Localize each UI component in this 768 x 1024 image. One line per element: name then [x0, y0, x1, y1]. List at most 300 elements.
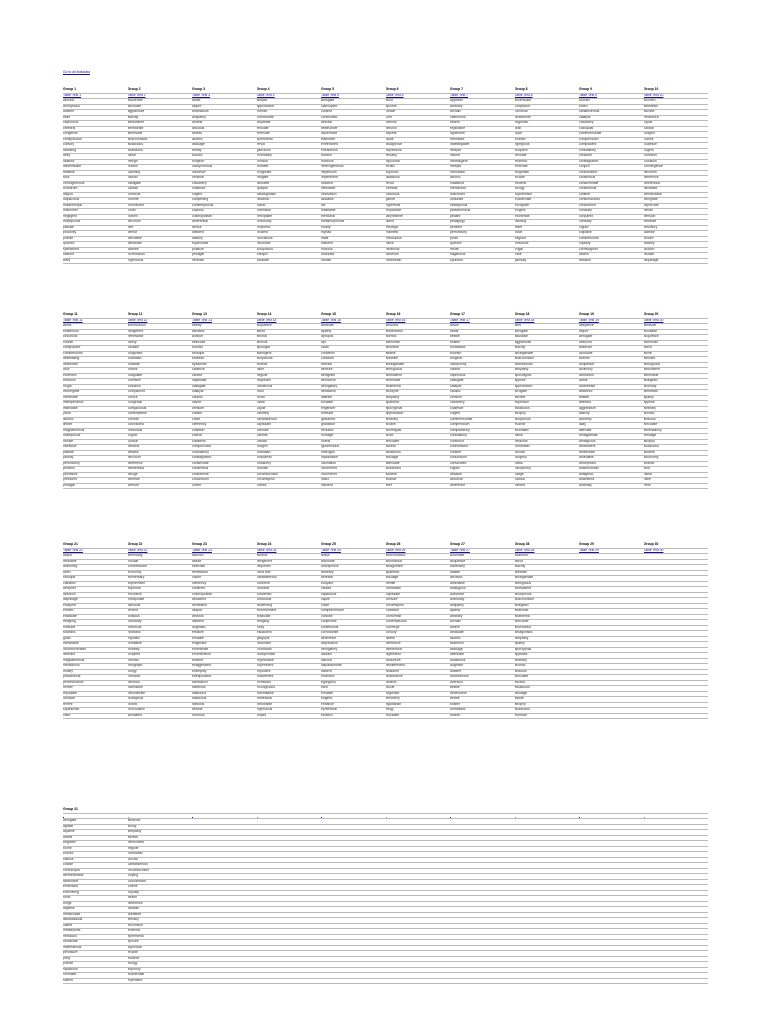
- word-item: accolade: [643, 328, 658, 333]
- word-item: impertinent: [256, 663, 274, 667]
- word-item: intrepid: [450, 164, 462, 168]
- word-item: articulate: [385, 438, 400, 443]
- group-table-link[interactable]: Table Test 13: [192, 317, 212, 322]
- word-item: ephemeral: [127, 933, 144, 938]
- word-item: belie: [63, 114, 71, 119]
- word-item: inclination: [321, 460, 337, 465]
- word-item: incipient: [127, 652, 140, 656]
- word-item: disparage: [63, 597, 78, 601]
- word-item: decipher: [63, 586, 77, 590]
- word-item: recondite: [256, 241, 271, 245]
- word-item: credulity: [579, 219, 592, 223]
- word-item: erratic: [385, 164, 395, 168]
- word-item: endemic: [127, 928, 141, 932]
- word-item: catalyst: [192, 389, 204, 393]
- word-item: misanthropic: [63, 202, 83, 207]
- group-table-link[interactable]: Table Test 8: [514, 92, 533, 97]
- word-item: parsimonious: [450, 208, 471, 212]
- word-item: deride: [643, 208, 653, 212]
- word-item: eccentric: [63, 372, 77, 377]
- word-item: cavort: [192, 400, 202, 404]
- word-item: derogatory: [321, 646, 338, 651]
- word-item: contrite: [127, 197, 139, 201]
- word-item: bellicose: [192, 339, 206, 344]
- word-item: epicure: [127, 939, 139, 943]
- word-item: augment: [450, 663, 464, 667]
- group-table-link[interactable]: Table Test 18: [514, 317, 535, 322]
- word-item: derision: [643, 213, 656, 218]
- word-item: heuristic: [321, 427, 334, 432]
- word-item: alleviate: [579, 427, 592, 432]
- word-item: anomaly: [643, 383, 657, 388]
- word-item: didactic: [127, 906, 139, 910]
- word-item: construe: [127, 191, 141, 196]
- word-item: abrogate: [63, 818, 77, 822]
- word-item: adroit: [643, 345, 652, 349]
- word-item: belligerent: [127, 328, 144, 333]
- row-rule: [63, 840, 708, 841]
- word-item: euphoric: [385, 169, 399, 174]
- group-table-link[interactable]: Table Test 26: [385, 547, 406, 552]
- word-item: exemplify: [192, 668, 207, 673]
- row-rule: [63, 950, 708, 951]
- word-item: apathy: [514, 641, 525, 645]
- word-item: prophetic: [256, 224, 271, 229]
- word-item: incoherent: [321, 466, 337, 470]
- group-table-link[interactable]: Table Test 7: [450, 92, 469, 97]
- word-item: eradicate: [256, 613, 271, 618]
- group-table-link[interactable]: Table Test 11: [63, 317, 83, 322]
- word-item: eradicate: [63, 613, 77, 618]
- word-item: arrogate: [514, 389, 528, 393]
- word-item: chicanery: [256, 460, 272, 465]
- group-header: Group 7: [450, 87, 463, 91]
- word-item: appease: [450, 98, 464, 102]
- word-item: censure: [192, 175, 205, 179]
- row-rule: [63, 422, 708, 423]
- word-item: lax: [321, 202, 326, 207]
- word-item: parody: [63, 455, 74, 459]
- word-item: adumbrate: [579, 383, 596, 388]
- word-item: abeyance: [579, 323, 594, 327]
- word-item: spurious: [450, 257, 463, 262]
- word-item: nadir: [321, 235, 329, 240]
- word-item: metamorphosis: [321, 219, 345, 223]
- word-item: chicanery: [192, 180, 207, 185]
- word-item: amicable: [63, 558, 77, 563]
- row-rule: [63, 131, 708, 132]
- word-item: culpable: [579, 230, 592, 234]
- group-table-link[interactable]: Table Test 6: [385, 92, 404, 97]
- word-item: banal: [450, 328, 459, 333]
- word-item: intrepid: [450, 147, 462, 152]
- word-item: destitute: [643, 219, 657, 223]
- word-item: caustic: [643, 125, 655, 130]
- word-item: connoisseur: [579, 169, 598, 174]
- word-item: credulous: [127, 427, 143, 432]
- word-item: fictitious: [192, 701, 205, 706]
- word-item: disparage: [643, 257, 659, 262]
- word-item: cleave: [385, 109, 396, 113]
- word-item: liturgy: [127, 668, 137, 673]
- word-item: conundrum: [192, 477, 209, 481]
- row-rule: [63, 384, 708, 385]
- word-item: archaic: [643, 411, 655, 415]
- word-item: conformist: [385, 613, 402, 618]
- word-item: corpulent: [579, 213, 593, 218]
- group-table-link[interactable]: Table Test 23: [192, 547, 212, 552]
- word-item: censure: [385, 597, 398, 601]
- word-item: frugal: [514, 246, 523, 251]
- word-item: economy: [127, 569, 142, 574]
- word-item: cadence: [192, 367, 205, 371]
- word-item: elementary: [127, 575, 145, 579]
- row-rule: [63, 181, 708, 182]
- group-header: Group 2: [127, 87, 141, 91]
- group-table-link[interactable]: Table Test 14: [256, 317, 277, 322]
- group-table-link[interactable]: Table Test 21: [63, 547, 83, 552]
- word-item: cumbersome: [127, 564, 148, 568]
- group-table-link[interactable]: Table Test 3: [192, 92, 211, 97]
- word-item: apocalyptic: [514, 372, 532, 377]
- group-header: Group 1: [63, 87, 76, 91]
- word-item: inevitable: [321, 186, 336, 190]
- word-item: bombastic: [385, 586, 401, 590]
- word-item: diminutive: [63, 878, 79, 883]
- word-item: deluge: [127, 471, 138, 476]
- word-item: fringe: [63, 900, 72, 905]
- word-item: discernible: [321, 131, 338, 135]
- word-item: cacophony: [514, 466, 531, 470]
- word-item: coalesce: [643, 142, 657, 146]
- word-item: collateral: [192, 438, 206, 443]
- word-item: loathe: [63, 922, 73, 927]
- word-item: deference: [450, 482, 466, 487]
- word-item: banal: [514, 433, 523, 437]
- word-item: boisterous: [256, 383, 273, 388]
- word-item: ascribe: [514, 394, 526, 399]
- word-item: cantankerous: [256, 416, 277, 421]
- word-item: disapprove: [385, 142, 403, 146]
- word-item: arbitrary: [450, 103, 463, 108]
- word-item: proclivity: [63, 230, 77, 234]
- word-item: borne: [63, 845, 72, 850]
- word-item: encomium: [127, 922, 144, 927]
- word-item: sagacious: [450, 252, 466, 256]
- word-item: arbitrary: [321, 569, 334, 574]
- word-item: frivolous: [63, 378, 76, 382]
- word-item: avarice: [256, 361, 268, 366]
- group-table-link[interactable]: Table Test 4: [256, 92, 275, 97]
- word-item: defunct: [385, 125, 397, 130]
- word-item: denigrate: [321, 372, 336, 377]
- word-item: cantankerous: [127, 862, 148, 866]
- group-header: Group 25: [321, 542, 336, 546]
- word-item: callous: [63, 856, 74, 861]
- word-item: contentious: [579, 186, 597, 190]
- group-table-link[interactable]: Table Test 22: [127, 547, 148, 552]
- row-rule: [63, 395, 708, 396]
- word-item: tranquil: [256, 252, 268, 256]
- word-item: abjure: [579, 328, 589, 333]
- word-item: adroit: [579, 378, 588, 382]
- word-item: astute: [192, 558, 202, 563]
- row-rule: [63, 934, 708, 935]
- word-item: impeccable: [256, 657, 274, 662]
- word-item: naive: [385, 241, 394, 245]
- word-item: magnanimous: [63, 657, 85, 662]
- word-item: endemic: [514, 158, 528, 163]
- row-rule: [63, 197, 708, 198]
- word-item: apologist: [256, 345, 271, 349]
- word-item: bucolic: [127, 856, 139, 861]
- word-item: nefarious: [385, 246, 400, 251]
- word-item: apocryphal: [385, 405, 403, 410]
- word-item: chagrin: [256, 444, 268, 448]
- word-item: benefactor: [127, 334, 144, 338]
- word-item: antithesis: [643, 103, 658, 108]
- word-item: homogeneous: [63, 180, 85, 185]
- row-rule: [63, 98, 708, 99]
- word-item: chide: [321, 602, 330, 607]
- row-rule: [63, 917, 708, 918]
- word-item: endorsement: [256, 608, 277, 612]
- word-item: bombastic: [450, 707, 466, 711]
- word-item: immaculate: [63, 911, 81, 916]
- word-item: ruminate: [63, 972, 77, 976]
- word-item: autonomous: [450, 674, 469, 678]
- word-item: apropos: [321, 334, 334, 338]
- group-table-link[interactable]: Table Test 16: [385, 317, 406, 322]
- row-rule: [63, 373, 708, 374]
- group-table-link[interactable]: Table Test 29: [579, 547, 599, 552]
- word-item: alleviate: [514, 569, 527, 574]
- word-item: intransigent: [450, 158, 468, 163]
- row-rule: [63, 835, 708, 836]
- word-item: circumlocution: [256, 471, 279, 476]
- word-item: circumlocution: [127, 867, 150, 872]
- word-item: inevitable: [450, 136, 465, 141]
- word-item: acrimonious: [127, 323, 146, 327]
- row-rule: [63, 247, 708, 248]
- word-item: enumerate: [192, 646, 209, 651]
- row-rule: [63, 928, 708, 929]
- word-item: coddle: [63, 862, 73, 866]
- word-item: desiccate: [127, 241, 142, 245]
- word-item: myriad: [321, 230, 332, 234]
- group-header: Group 19: [579, 312, 594, 316]
- word-item: audacious: [450, 657, 466, 662]
- word-item: eloquent: [514, 147, 528, 152]
- word-item: concede: [256, 586, 270, 590]
- word-item: coalesce: [192, 186, 206, 190]
- word-item: chicanery: [579, 120, 594, 124]
- word-item: fervor: [385, 180, 395, 185]
- word-item: fortuitous: [385, 191, 400, 196]
- word-item: candid: [127, 175, 138, 179]
- group-header: Group 26: [385, 542, 401, 546]
- word-item: credulous: [256, 597, 272, 601]
- word-item: condemn: [321, 350, 335, 355]
- row-rule: [63, 978, 708, 979]
- group-table-link[interactable]: Table Test 19: [579, 317, 599, 322]
- word-item: advocate: [321, 558, 335, 563]
- word-item: profundity: [256, 219, 272, 223]
- word-item: dearth: [579, 252, 589, 256]
- word-item: alacrity: [514, 564, 526, 568]
- word-item: laconic: [450, 175, 461, 179]
- word-item: abstemious: [385, 328, 403, 333]
- word-item: enumeration: [192, 652, 211, 656]
- group-table-link[interactable]: Table Test 17: [450, 317, 470, 322]
- row-rule: [63, 159, 708, 160]
- row-rule: [63, 967, 708, 968]
- row-rule: [63, 329, 708, 330]
- word-item: austere: [450, 668, 462, 673]
- row-rule: [63, 945, 708, 946]
- word-item: condone: [321, 356, 335, 360]
- row-rule: [63, 818, 708, 819]
- word-item: fickle: [514, 230, 523, 234]
- row-rule: [63, 258, 708, 259]
- word-item: avarice: [385, 477, 397, 481]
- group-table-link[interactable]: Table Test 12: [127, 317, 148, 322]
- word-item: deliberate: [63, 361, 78, 366]
- row-rule: [63, 879, 708, 880]
- word-item: elucidate: [385, 712, 400, 717]
- word-item: allusion: [192, 553, 204, 557]
- word-item: austere: [385, 471, 397, 476]
- word-item: apocryphal: [514, 646, 532, 651]
- word-item: adulation: [514, 334, 529, 338]
- word-item: demean: [127, 477, 140, 481]
- word-item: iconoclast: [256, 646, 272, 651]
- word-item: circular: [127, 558, 139, 563]
- word-item: ambiguous: [579, 438, 596, 443]
- word-item: cogent: [192, 191, 203, 196]
- word-item: avarice: [514, 422, 526, 426]
- word-item: paradigmatic: [256, 191, 276, 196]
- word-item: cumbersome: [579, 235, 599, 240]
- word-item: embroiled: [63, 884, 78, 888]
- word-item: impudent: [256, 668, 271, 673]
- word-item: coerce: [192, 433, 203, 437]
- word-item: admonish: [643, 339, 659, 344]
- top-link[interactable]: Go to all lists/data: [63, 70, 90, 74]
- word-item: perilous: [63, 466, 75, 470]
- row-rule: [63, 225, 708, 226]
- word-item: fledgling: [256, 619, 270, 623]
- word-item: equivocal: [385, 158, 400, 163]
- word-item: mettlesome: [63, 928, 81, 932]
- word-item: contumacious: [579, 197, 600, 201]
- group-table-link[interactable]: Table Test 1: [63, 92, 82, 97]
- word-item: chortle: [63, 339, 74, 344]
- word-item: acuity: [127, 823, 137, 828]
- word-item: garrulous: [256, 147, 271, 152]
- row-rule: [63, 923, 708, 924]
- word-item: denounce: [321, 378, 336, 382]
- group-table-link[interactable]: Table Test 5: [321, 92, 340, 97]
- word-item: craven: [127, 213, 138, 218]
- word-item: anomalous: [514, 624, 532, 629]
- group-table-link[interactable]: Table Test 10: [643, 92, 664, 97]
- word-item: canonize: [192, 169, 206, 174]
- word-item: prolix: [450, 235, 459, 240]
- word-item: corroborate: [256, 114, 274, 119]
- group-table-link[interactable]: Table Test 2: [127, 92, 146, 97]
- word-item: amorphous: [514, 591, 532, 596]
- word-item: ambiguous: [385, 367, 403, 371]
- word-item: capitulate: [385, 591, 401, 596]
- word-item: imbroglio: [321, 449, 335, 454]
- group-table-link[interactable]: Table Test 25: [321, 547, 341, 552]
- group-table-link[interactable]: Table Test 15: [321, 317, 341, 322]
- group-table-link[interactable]: Table Test 20: [643, 317, 664, 322]
- group-table-link[interactable]: Table Test 9: [579, 92, 598, 97]
- word-item: atrophy: [643, 438, 655, 443]
- word-item: hubris: [321, 438, 331, 443]
- word-item: articulate: [643, 422, 658, 426]
- word-item: antithesis: [643, 389, 658, 393]
- row-rule: [63, 713, 708, 714]
- word-item: bequeath: [256, 378, 271, 382]
- word-item: ameliorate: [579, 449, 595, 454]
- row-rule: [63, 901, 708, 902]
- group-table-link[interactable]: Table Test 28: [514, 547, 535, 552]
- word-item: frivolous: [192, 712, 205, 717]
- word-item: bereave: [321, 575, 334, 579]
- word-item: commensurate: [450, 416, 473, 421]
- row-rule: [63, 592, 708, 593]
- word-item: adept: [321, 553, 330, 557]
- word-item: admonish: [579, 372, 594, 377]
- word-item: abstain: [256, 98, 268, 102]
- word-item: puerile: [63, 235, 74, 240]
- word-item: amorphous: [63, 103, 80, 108]
- word-item: invocation: [450, 169, 466, 174]
- word-item: chaste: [192, 411, 202, 415]
- row-rule: [63, 345, 708, 346]
- word-item: diatribe: [127, 246, 139, 251]
- word-item: quixotic: [450, 241, 462, 245]
- word-item: animosity: [450, 597, 465, 601]
- row-rule: [63, 115, 708, 116]
- word-item: cryptic: [579, 224, 589, 229]
- word-item: castigate: [192, 383, 206, 388]
- word-item: disinterested: [385, 663, 405, 667]
- word-item: circumspect: [256, 477, 275, 481]
- word-item: egregious: [514, 142, 530, 146]
- row-rule: [63, 652, 708, 653]
- word-item: obdurate: [321, 252, 335, 256]
- word-item: astringent: [256, 350, 272, 355]
- word-item: limber: [63, 422, 73, 426]
- group-table-link[interactable]: Table Test 24: [256, 547, 277, 552]
- row-rule: [63, 691, 708, 692]
- word-item: forestall: [385, 186, 398, 190]
- word-item: dearth: [385, 635, 396, 640]
- word-item: extraneous: [321, 147, 338, 152]
- word-item: aggrandize: [127, 109, 145, 113]
- group-table-link[interactable]: Table Test 30: [643, 547, 664, 552]
- word-item: cohesive: [127, 378, 141, 382]
- word-item: cursory: [385, 630, 397, 634]
- word-item: explicable: [450, 125, 466, 130]
- word-item: laudable: [321, 197, 334, 201]
- word-item: clemency: [192, 422, 207, 426]
- group-table-link[interactable]: Table Test 27: [450, 547, 470, 552]
